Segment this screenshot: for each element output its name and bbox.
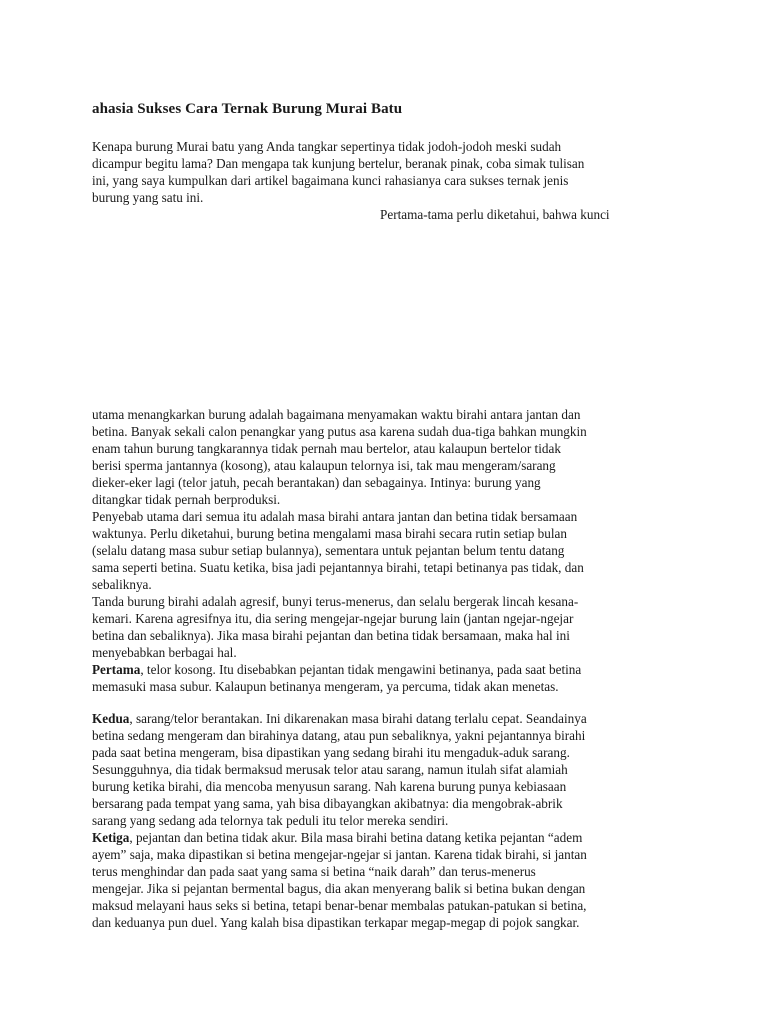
text-line: burung yang satu ini. <box>92 190 204 205</box>
body-section-main <box>92 406 692 695</box>
text-line: betina. Banyak sekali calon penangkar yang putus asa karena sudah dua-tiga bahkan mungkin <box>92 424 587 439</box>
text-line: dan keduanya pun duel. Yang kalah bisa dipastikan terkapar megap-megap di pojok sangkar. <box>92 915 580 930</box>
text-line: betina dan sebaliknya). Jika masa birahi pejantan dan betina tidak bersamaan, maka hal ini <box>92 628 570 643</box>
text-line: Kenapa burung Murai batu yang Anda tangkar sepertinya tidak jodoh-jodoh meski sudah <box>92 139 562 154</box>
text-line: ini, yang saya kumpulkan dari artikel bagaimana kunci rahasianya cara sukses ternak jenis <box>92 173 569 188</box>
text-line: dicampur begitu lama? Dan mengapa tak kunjung bertelur, beranak pinak, coba simak tulisan <box>92 156 585 171</box>
ketiga-label: Ketiga <box>92 830 130 845</box>
text-line: menyebabkan berbagai hal. <box>92 645 237 660</box>
text-line: bersarang pada tempat yang sama, yah bisa dibayangkan akibatnya: dia mengobrak-abrik <box>92 796 563 811</box>
pertama-label: Pertama <box>92 662 141 677</box>
text-line: sarang yang sedang ada telornya tak peduli itu telor mereka sendiri. <box>92 813 449 828</box>
body-section-continued <box>92 710 692 931</box>
text-line: (selalu datang masa subur setiap bulannya), sementara untuk pejantan belum tentu datang <box>92 543 565 558</box>
text-line: dieker-eker lagi (telor jatuh, pecah berantakan) dan sebagainya. Intinya: burung yang <box>92 475 541 490</box>
pertama-text: , telor kosong. Itu disebabkan pejantan tidak mengawini betinanya, pada saat betina <box>140 662 582 677</box>
kedua-line <box>92 710 692 727</box>
text-line: utama menangkarkan burung adalah bagaimana menyamakan waktu birahi antara jantan dan <box>92 407 581 422</box>
text-line: Tanda burung birahi adalah agresif, bunyi terus-menerus, dan selalu bergerak lincah kesana- <box>92 594 579 609</box>
pertama-line <box>92 661 692 678</box>
text-line: maksud melayani haus seks si betina, tetapi benar-benar membalas patukan-patukan si betina, <box>92 898 587 913</box>
kedua-label: Kedua <box>92 711 130 726</box>
intro-paragraph <box>92 138 692 223</box>
text-line: burung ketika birahi, dia mencoba menyusun sarang. Nah karena burung punya kebiasaan <box>92 779 567 794</box>
text-line: sama seperti betina. Suatu ketika, bisa jadi pejantannya birahi, tetapi betinanya pas tidak, dan <box>92 560 584 575</box>
ketiga-line <box>92 829 692 846</box>
text-line: pada saat betina mengeram, bisa dipastikan yang sedang birahi itu mengaduk-aduk sarang. <box>92 745 570 760</box>
kedua-text: , sarang/telor berantakan. Ini dikarenakan masa birahi datang terlalu cepat. Seandainya <box>129 711 587 726</box>
text-line: sebaliknya. <box>92 577 152 592</box>
text-line: kemari. Karena agresifnya itu, dia sering mengejar-ngejar burung lain (jantan ngejar-ngejar <box>92 611 574 626</box>
text-line: waktunya. Perlu diketahui, burung betina mengalami masa birahi secara rutin setiap bulan <box>92 526 567 541</box>
text-line: mengejar. Jika si pejantan bermental bagus, dia akan menyerang balik si betina bukan dengan <box>92 881 586 896</box>
text-line: Sesungguhnya, dia tidak bermaksud merusak telor atau sarang, namun itulah sifat alamiah <box>92 762 568 777</box>
text-line: memasuki masa subur. Kalaupun betinanya mengeram, ya percuma, tidak akan menetas. <box>92 679 559 694</box>
text-line: berisi sperma jantannya (kosong), atau kalaupun telornya isi, tak mau mengeram/sarang <box>92 458 556 473</box>
text-line: betina sedang mengeram dan birahinya datang, atau pun sebaliknya, yakni pejantannya birahi <box>92 728 586 743</box>
ketiga-text: , pejantan dan betina tidak akur. Bila masa birahi betina datang ketika pejantan “adem <box>129 830 583 845</box>
text-line: Pertama-tama perlu diketahui, bahwa kunci <box>380 207 610 222</box>
text-line: enam tahun burung tangkarannya tidak pernah mau bertelor, atau kalaupun bertelor tidak <box>92 441 561 456</box>
text-line: terus menghindar dan pada saat yang sama si betina “naik darah” dan terus-menerus <box>92 864 536 879</box>
text-line: Penyebab utama dari semua itu adalah masa birahi antara jantan dan betina tidak bersamaan <box>92 509 578 524</box>
text-line: ditangkar tidak pernah berproduksi. <box>92 492 281 507</box>
text-line: ayem” saja, maka dipastikan si betina mengejar-ngejar si jantan. Karena tidak birahi, si jantan <box>92 847 587 862</box>
document-title: ahasia Sukses Cara Ternak Burung Murai Batu <box>92 101 403 117</box>
